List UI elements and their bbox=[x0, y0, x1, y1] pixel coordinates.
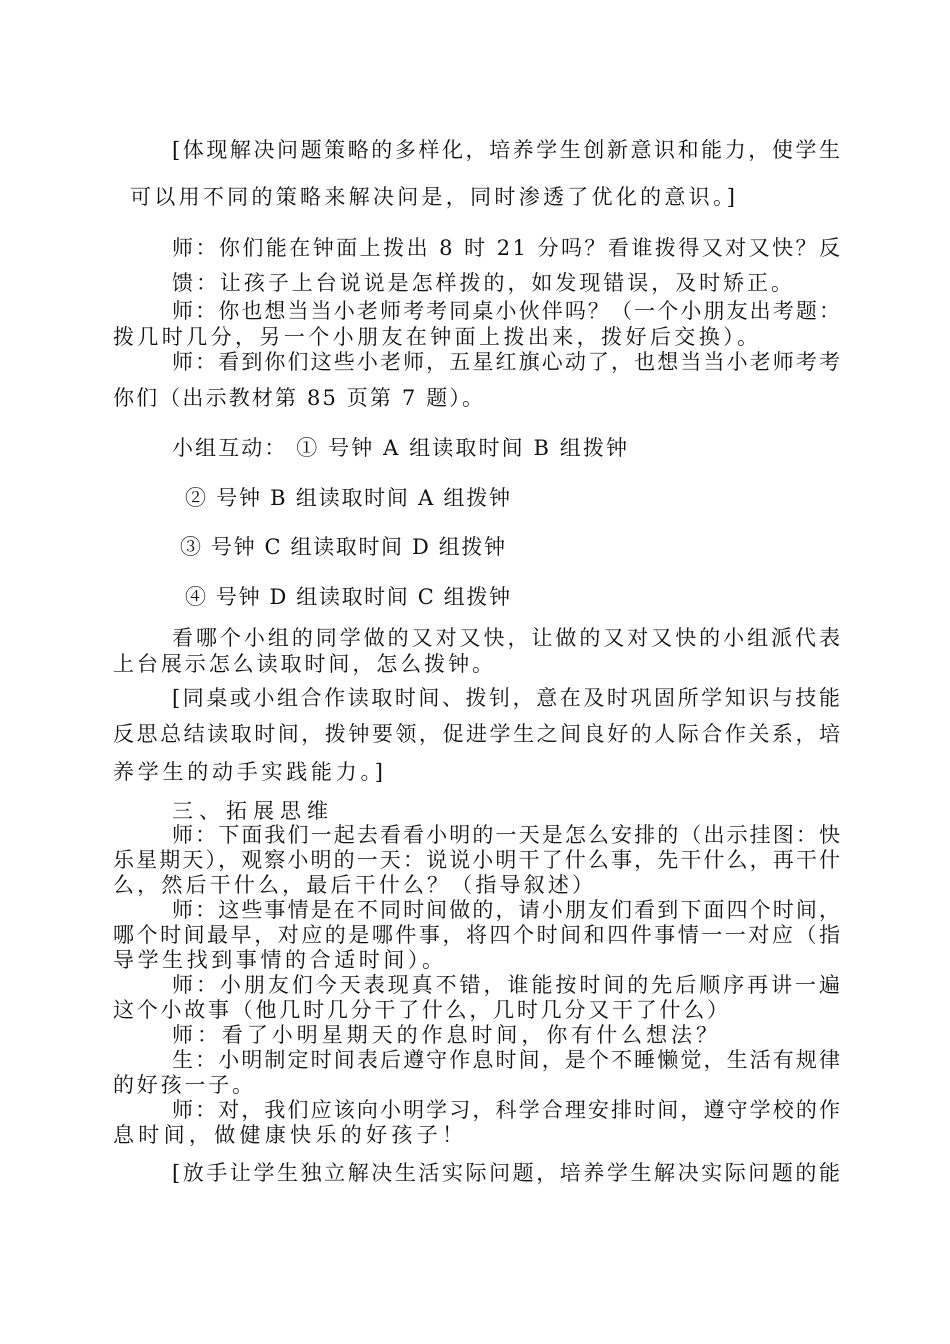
paragraph-line: 这个小故事（他几时几分干了什么，几时几分又干了什么） bbox=[113, 998, 731, 1022]
group-activity-line: 小组互动： ① 号钟 A 组读取时间 B 组拨钟 bbox=[172, 436, 630, 460]
paragraph-line: 养学生的动手实践能力。] bbox=[113, 760, 387, 784]
paragraph-line: 拨几时几分，另一个小朋友在钟面上拨出来，拨好后交换）。 bbox=[113, 325, 762, 349]
paragraph-line: 可以用不同的策略来解决问是，同时渗透了优化的意识。] bbox=[130, 185, 739, 209]
paragraph-line: 师：这些事情是在不同时间做的，请小朋友们看到下面四个时间， bbox=[172, 898, 843, 922]
paragraph-line: 师：小朋友们今天表现真不错，谁能按时间的先后顺序再讲一遍 bbox=[172, 973, 843, 997]
paragraph-line: 乐星期天），观察小明的一天：说说小明干了什么事，先干什么，再干什 bbox=[113, 848, 843, 872]
paragraph-line: [同桌或小组合作读取时间、拨钊，意在及时巩固所学知识与技能 bbox=[172, 686, 843, 710]
paragraph-line: 哪个时间最早，对应的是哪件事，将四个时间和四件事情一一对应（指 bbox=[113, 923, 843, 947]
group-activity-line: ④ 号钟 D 组读取时间 C 组拨钟 bbox=[185, 585, 512, 609]
paragraph-line: 师：看到你们这些小老师，五星红旗心动了，也想当当小老师考考 bbox=[172, 350, 843, 374]
paragraph-line: 师：你们能在钟面上拨出 8 时 21 分吗？看谁拨得又对又快？反 bbox=[172, 236, 843, 260]
paragraph-line: 导学生找到事情的合适时间）。 bbox=[113, 948, 447, 972]
section-heading: 三、拓展思维 bbox=[172, 799, 334, 823]
paragraph-line: 生：小明制定时间表后遵守作息时间，是个不睡懒觉，生活有规律 bbox=[172, 1048, 843, 1072]
paragraph-line: 息时间，做健康快乐的好孩子！ bbox=[113, 1123, 468, 1147]
paragraph-line: [放手让学生独立解决生活实际问题，培养学生解决实际问题的能 bbox=[172, 1161, 843, 1185]
paragraph-line: 你们（出示教材第 85 页第 7 题）。 bbox=[113, 386, 486, 410]
paragraph-line: 师：对，我们应该向小明学习，科学合理安排时间，遵守学校的作 bbox=[172, 1098, 843, 1122]
paragraph-line: 师：你也想当当小老师考考同桌小伙伴吗？（一个小朋友出考题： bbox=[172, 299, 843, 323]
paragraph-line: 么，然后干什么，最后干什么？（指导叙述） bbox=[113, 873, 597, 897]
paragraph-line: 馈：让孩子上台说说是怎样拨的，如发现错误，及时矫正。 bbox=[172, 271, 795, 295]
group-activity-line: ② 号钟 B 组读取时间 A 组拨钟 bbox=[185, 486, 512, 510]
paragraph-line: [体现解决问题策略的多样化，培养学生创新意识和能力，使学生 bbox=[172, 138, 843, 162]
paragraph-line: 师：下面我们一起去看看小明的一天是怎么安排的（出示挂图：快 bbox=[172, 823, 843, 847]
paragraph-line: 看哪个小组的同学做的又对又快，让做的又对又快的小组派代表 bbox=[172, 626, 843, 650]
paragraph-line: 上台展示怎么读取时间，怎么拨钟。 bbox=[113, 652, 496, 676]
paragraph-line: 的好孩一子。 bbox=[113, 1073, 256, 1097]
paragraph-line: 师：看了小明星期天的作息时间，你有什么想法？ bbox=[172, 1023, 721, 1047]
group-activity-line: ③ 号钟 C 组读取时间 D 组拨钟 bbox=[180, 535, 507, 559]
paragraph-line: 反思总结读取时间，拨钟要领，促进学生之间良好的人际合作关系，培 bbox=[113, 722, 843, 746]
